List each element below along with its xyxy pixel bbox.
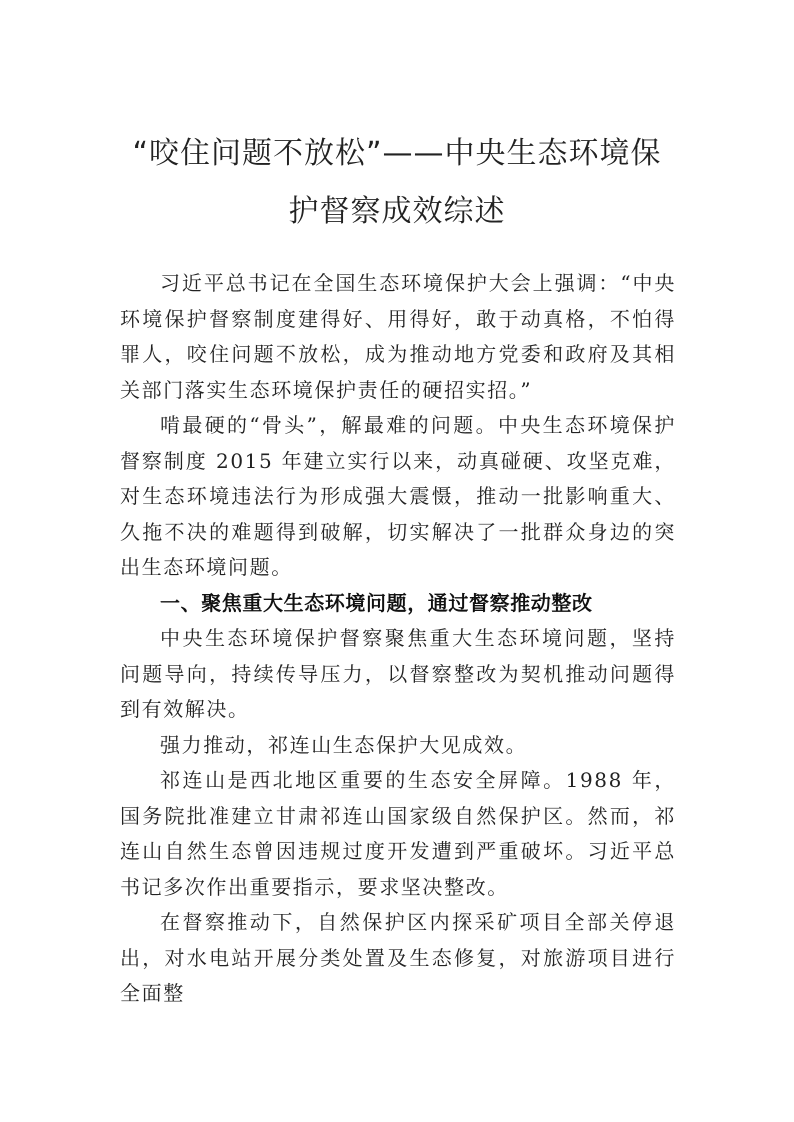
- document-title-line-2: 护督察成效综述: [288, 194, 506, 229]
- paragraph-qilian-background: 祁连山是西北地区重要的生态安全屏障。1988 年，国务院批准建立甘肃祁连山国家级自然保护区。然而，祁连山自然生态曾因违规过度开发遭到严重破坏。习近平总书记多次作出重要指示，要求坚决整改。: [120, 768, 676, 899]
- document-title-line-1: “咬住问题不放松”——中央生态环境保: [132, 136, 662, 171]
- paragraph-qilian-lead: 强力推动，祁连山生态保护大见成效。: [160, 732, 528, 757]
- paragraph-qilian-rectification: 在督察推动下，自然保护区内探采矿项目全部关停退出，对水电站开展分类处置及生态修复，对旅游项目进行全面整: [120, 910, 676, 1005]
- section-heading-1: 一、聚焦重大生态环境问题，通过督察推动整改: [160, 590, 593, 615]
- document-body: [120, 266, 676, 1012]
- paragraph-intro-quote: 习近平总书记在全国生态环境保护大会上强调：“中央环境保护督察制度建得好、用得好，敢于动真格，不怕得罪人，咬住问题不放松，成为推动地方党委和政府及其相关部门落实生态环境保护责任的硬招实招。”: [120, 271, 676, 402]
- paragraph-achievements: 啃最硬的“骨头”，解最难的问题。中央生态环境保护督察制度 2015 年建立实行以来，动真碰硬、攻坚克难，对生态环境违法行为形成强大震慑，推动一批影响重大、久拖不决的难题得到破解，切实解决了一批群众身边的突出生态环境问题。: [120, 413, 676, 579]
- paragraph-section1-intro: 中央生态环境保护督察聚焦重大生态环境问题，坚持问题导向，持续传导压力，以督察整改为契机推动问题得到有效解决。: [120, 626, 676, 721]
